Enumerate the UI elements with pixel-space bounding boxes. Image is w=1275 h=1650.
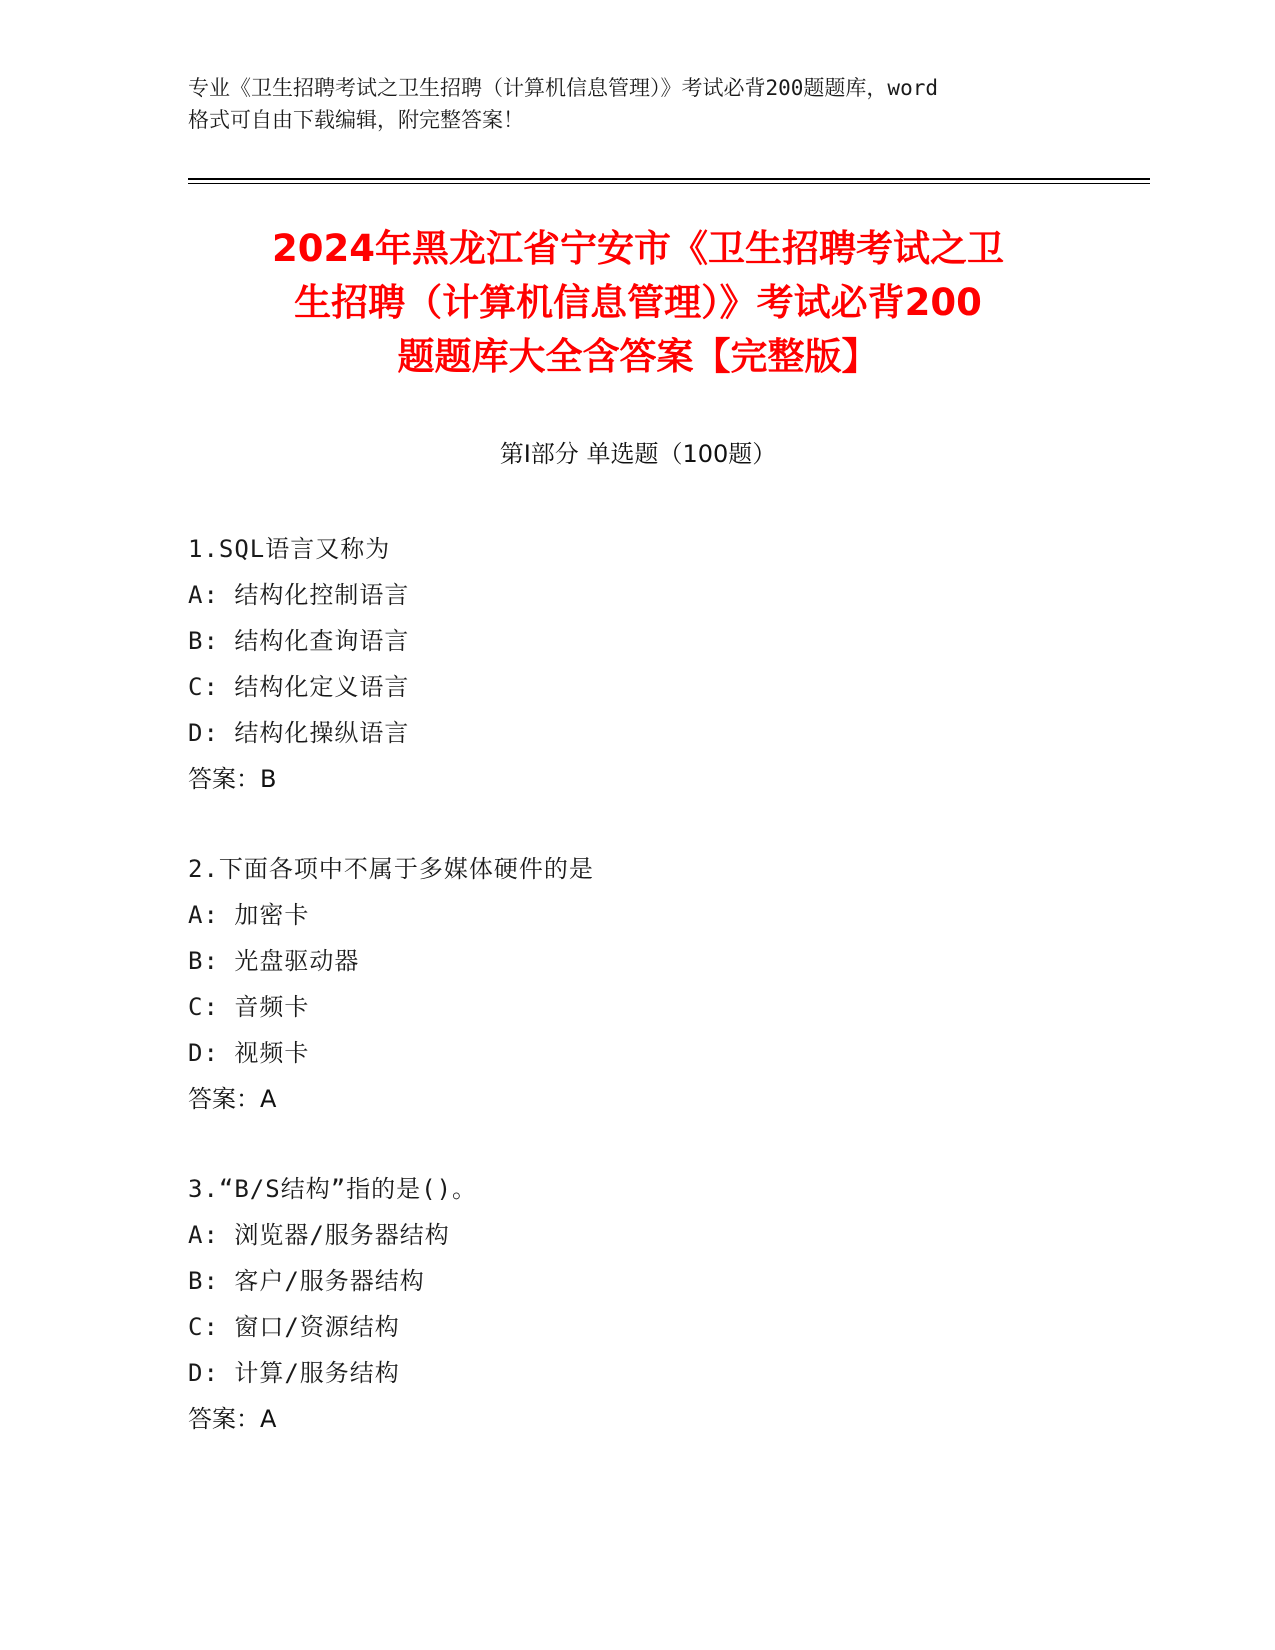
title-line-1: 2024年黑龙江省宁安市《卫生招聘考试之卫 (272, 227, 1004, 270)
answer: 答案：B (188, 765, 277, 793)
question-list (188, 526, 1088, 1486)
question-1 (188, 526, 1088, 802)
question-2 (188, 846, 1088, 1122)
header-divider-thick (188, 178, 1150, 180)
title-line-2: 生招聘（计算机信息管理）》考试必背200 (294, 281, 982, 324)
header-note-line-1: 专业《卫生招聘考试之卫生招聘（计算机信息管理）》考试必背200题题库，word (188, 76, 938, 100)
title-line-3: 题题库大全含答案【完整版】 (397, 335, 879, 378)
question-stem: 3.“B/S结构”指的是()。 (188, 1175, 478, 1203)
header-divider-thin (188, 183, 1150, 184)
header-note (188, 72, 1088, 136)
option-a: A: 加密卡 (188, 901, 310, 929)
option-a: A: 浏览器/服务器结构 (188, 1221, 450, 1249)
option-d: D: 视频卡 (188, 1039, 310, 1067)
answer: 答案：A (188, 1405, 277, 1433)
option-b: B: 结构化查询语言 (188, 627, 410, 655)
document-title (188, 222, 1088, 384)
option-c: C: 音频卡 (188, 993, 310, 1021)
answer: 答案：A (188, 1085, 277, 1113)
option-b: B: 光盘驱动器 (188, 947, 360, 975)
question-stem: 1.SQL语言又称为 (188, 535, 391, 563)
option-c: C: 结构化定义语言 (188, 673, 410, 701)
question-3 (188, 1166, 1088, 1442)
section-heading: 第Ⅰ部分 单选题（100题） (499, 440, 777, 468)
question-stem: 2.下面各项中不属于多媒体硬件的是 (188, 855, 594, 883)
option-b: B: 客户/服务器结构 (188, 1267, 425, 1295)
option-d: D: 计算/服务结构 (188, 1359, 400, 1387)
option-c: C: 窗口/资源结构 (188, 1313, 400, 1341)
header-note-line-2: 格式可自由下载编辑，附完整答案！ (188, 108, 524, 132)
option-a: A: 结构化控制语言 (188, 581, 410, 609)
option-d: D: 结构化操纵语言 (188, 719, 410, 747)
